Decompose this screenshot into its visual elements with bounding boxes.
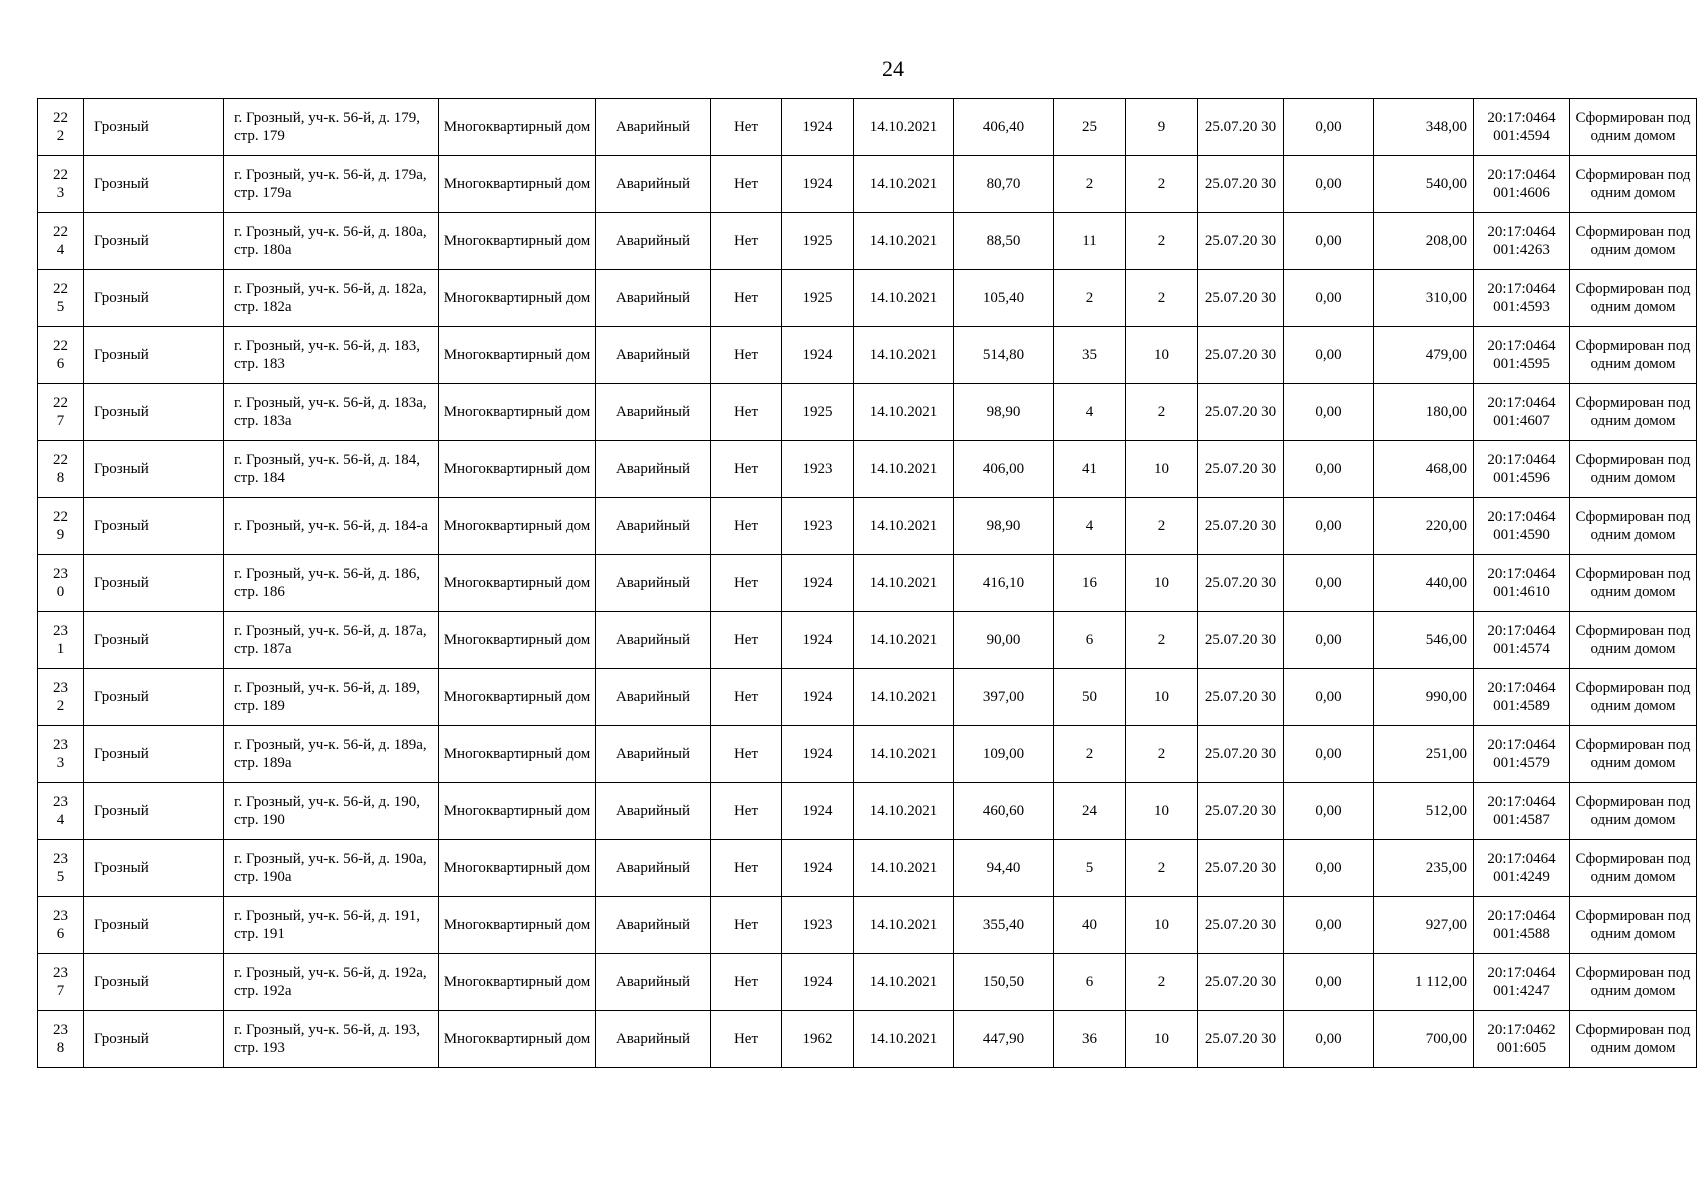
cultural-heritage-cell: Нет xyxy=(711,1011,782,1068)
construction-year-cell: 1923 xyxy=(782,441,854,498)
recognition-date-cell: 14.10.2021 xyxy=(854,726,954,783)
municipality-cell: Грозный xyxy=(84,156,224,213)
area-cell: 94,40 xyxy=(954,840,1054,897)
construction-year-cell: 1924 xyxy=(782,669,854,726)
row-number-cell: 23 6 xyxy=(38,897,84,954)
residents-cell: 5 xyxy=(1054,840,1126,897)
row-number-cell: 22 2 xyxy=(38,99,84,156)
construction-year-cell: 1923 xyxy=(782,897,854,954)
recognition-date-cell: 14.10.2021 xyxy=(854,384,954,441)
municipality-cell: Грозный xyxy=(84,1011,224,1068)
building-type-cell: Многоквартирный дом xyxy=(439,1011,596,1068)
housing-registry-table xyxy=(37,98,1697,1068)
building-type-cell: Многоквартирный дом xyxy=(439,327,596,384)
address-cell: г. Грозный, уч-к. 56-й, д. 187а, стр. 187а xyxy=(224,612,439,669)
municipality-cell: Грозный xyxy=(84,954,224,1011)
table-row xyxy=(38,954,1697,1011)
land-area-cell: 990,00 xyxy=(1374,669,1474,726)
cultural-heritage-cell: Нет xyxy=(711,783,782,840)
construction-year-cell: 1923 xyxy=(782,498,854,555)
cultural-heritage-cell: Нет xyxy=(711,498,782,555)
row-number-cell: 23 8 xyxy=(38,1011,84,1068)
residents-cell: 40 xyxy=(1054,897,1126,954)
planned-date-cell: 25.07.20 30 xyxy=(1198,99,1284,156)
land-status-cell: Сформирован под одним домом xyxy=(1570,954,1697,1011)
land-status-cell: Сформирован под одним домом xyxy=(1570,669,1697,726)
condition-cell: Аварийный xyxy=(596,897,711,954)
construction-year-cell: 1924 xyxy=(782,612,854,669)
land-area-cell: 208,00 xyxy=(1374,213,1474,270)
municipality-cell: Грозный xyxy=(84,384,224,441)
land-area-cell: 310,00 xyxy=(1374,270,1474,327)
land-area-cell: 235,00 xyxy=(1374,840,1474,897)
value-zero-cell: 0,00 xyxy=(1284,726,1374,783)
address-cell: г. Грозный, уч-к. 56-й, д. 193, стр. 193 xyxy=(224,1011,439,1068)
area-cell: 416,10 xyxy=(954,555,1054,612)
cultural-heritage-cell: Нет xyxy=(711,384,782,441)
construction-year-cell: 1924 xyxy=(782,726,854,783)
construction-year-cell: 1924 xyxy=(782,156,854,213)
residents-cell: 25 xyxy=(1054,99,1126,156)
apartments-cell: 2 xyxy=(1126,954,1198,1011)
value-zero-cell: 0,00 xyxy=(1284,213,1374,270)
address-cell: г. Грозный, уч-к. 56-й, д. 189а, стр. 189а xyxy=(224,726,439,783)
cadastral-number-cell: 20:17:0464 001:4263 xyxy=(1474,213,1570,270)
construction-year-cell: 1924 xyxy=(782,555,854,612)
residents-cell: 2 xyxy=(1054,270,1126,327)
value-zero-cell: 0,00 xyxy=(1284,555,1374,612)
address-cell: г. Грозный, уч-к. 56-й, д. 190, стр. 190 xyxy=(224,783,439,840)
cadastral-number-cell: 20:17:0464 001:4590 xyxy=(1474,498,1570,555)
building-type-cell: Многоквартирный дом xyxy=(439,555,596,612)
address-cell: г. Грозный, уч-к. 56-й, д. 190а, стр. 190а xyxy=(224,840,439,897)
building-type-cell: Многоквартирный дом xyxy=(439,498,596,555)
table-row xyxy=(38,840,1697,897)
residents-cell: 16 xyxy=(1054,555,1126,612)
condition-cell: Аварийный xyxy=(596,213,711,270)
row-number-cell: 22 9 xyxy=(38,498,84,555)
municipality-cell: Грозный xyxy=(84,726,224,783)
building-type-cell: Многоквартирный дом xyxy=(439,612,596,669)
building-type-cell: Многоквартирный дом xyxy=(439,840,596,897)
apartments-cell: 10 xyxy=(1126,327,1198,384)
cadastral-number-cell: 20:17:0464 001:4574 xyxy=(1474,612,1570,669)
residents-cell: 4 xyxy=(1054,384,1126,441)
land-area-cell: 479,00 xyxy=(1374,327,1474,384)
building-type-cell: Многоквартирный дом xyxy=(439,726,596,783)
construction-year-cell: 1924 xyxy=(782,954,854,1011)
row-number-cell: 23 1 xyxy=(38,612,84,669)
building-type-cell: Многоквартирный дом xyxy=(439,270,596,327)
land-status-cell: Сформирован под одним домом xyxy=(1570,555,1697,612)
building-type-cell: Многоквартирный дом xyxy=(439,783,596,840)
municipality-cell: Грозный xyxy=(84,99,224,156)
cadastral-number-cell: 20:17:0464 001:4587 xyxy=(1474,783,1570,840)
condition-cell: Аварийный xyxy=(596,669,711,726)
land-area-cell: 251,00 xyxy=(1374,726,1474,783)
apartments-cell: 2 xyxy=(1126,840,1198,897)
recognition-date-cell: 14.10.2021 xyxy=(854,612,954,669)
land-status-cell: Сформирован под одним домом xyxy=(1570,726,1697,783)
area-cell: 150,50 xyxy=(954,954,1054,1011)
area-cell: 109,00 xyxy=(954,726,1054,783)
table-row xyxy=(38,783,1697,840)
table-row xyxy=(38,1011,1697,1068)
value-zero-cell: 0,00 xyxy=(1284,612,1374,669)
building-type-cell: Многоквартирный дом xyxy=(439,897,596,954)
land-area-cell: 440,00 xyxy=(1374,555,1474,612)
planned-date-cell: 25.07.20 30 xyxy=(1198,555,1284,612)
residents-cell: 6 xyxy=(1054,954,1126,1011)
recognition-date-cell: 14.10.2021 xyxy=(854,213,954,270)
value-zero-cell: 0,00 xyxy=(1284,99,1374,156)
address-cell: г. Грозный, уч-к. 56-й, д. 186, стр. 186 xyxy=(224,555,439,612)
land-area-cell: 512,00 xyxy=(1374,783,1474,840)
row-number-cell: 23 4 xyxy=(38,783,84,840)
land-status-cell: Сформирован под одним домом xyxy=(1570,498,1697,555)
row-number-cell: 22 4 xyxy=(38,213,84,270)
municipality-cell: Грозный xyxy=(84,612,224,669)
municipality-cell: Грозный xyxy=(84,270,224,327)
residents-cell: 2 xyxy=(1054,156,1126,213)
land-status-cell: Сформирован под одним домом xyxy=(1570,783,1697,840)
area-cell: 397,00 xyxy=(954,669,1054,726)
land-status-cell: Сформирован под одним домом xyxy=(1570,99,1697,156)
condition-cell: Аварийный xyxy=(596,840,711,897)
residents-cell: 2 xyxy=(1054,726,1126,783)
value-zero-cell: 0,00 xyxy=(1284,954,1374,1011)
table-row xyxy=(38,555,1697,612)
planned-date-cell: 25.07.20 30 xyxy=(1198,954,1284,1011)
address-cell: г. Грозный, уч-к. 56-й, д. 189, стр. 189 xyxy=(224,669,439,726)
residents-cell: 36 xyxy=(1054,1011,1126,1068)
cadastral-number-cell: 20:17:0462 001:605 xyxy=(1474,1011,1570,1068)
land-area-cell: 468,00 xyxy=(1374,441,1474,498)
municipality-cell: Грозный xyxy=(84,669,224,726)
cadastral-number-cell: 20:17:0464 001:4579 xyxy=(1474,726,1570,783)
recognition-date-cell: 14.10.2021 xyxy=(854,897,954,954)
recognition-date-cell: 14.10.2021 xyxy=(854,327,954,384)
planned-date-cell: 25.07.20 30 xyxy=(1198,726,1284,783)
table-row xyxy=(38,270,1697,327)
cultural-heritage-cell: Нет xyxy=(711,213,782,270)
value-zero-cell: 0,00 xyxy=(1284,441,1374,498)
area-cell: 80,70 xyxy=(954,156,1054,213)
land-status-cell: Сформирован под одним домом xyxy=(1570,156,1697,213)
apartments-cell: 2 xyxy=(1126,270,1198,327)
value-zero-cell: 0,00 xyxy=(1284,783,1374,840)
area-cell: 406,00 xyxy=(954,441,1054,498)
table-row xyxy=(38,726,1697,783)
planned-date-cell: 25.07.20 30 xyxy=(1198,783,1284,840)
value-zero-cell: 0,00 xyxy=(1284,384,1374,441)
construction-year-cell: 1924 xyxy=(782,840,854,897)
condition-cell: Аварийный xyxy=(596,783,711,840)
cadastral-number-cell: 20:17:0464 001:4589 xyxy=(1474,669,1570,726)
land-status-cell: Сформирован под одним домом xyxy=(1570,270,1697,327)
land-area-cell: 348,00 xyxy=(1374,99,1474,156)
table-row xyxy=(38,384,1697,441)
apartments-cell: 2 xyxy=(1126,213,1198,270)
land-status-cell: Сформирован под одним домом xyxy=(1570,840,1697,897)
row-number-cell: 23 0 xyxy=(38,555,84,612)
cultural-heritage-cell: Нет xyxy=(711,897,782,954)
recognition-date-cell: 14.10.2021 xyxy=(854,555,954,612)
land-status-cell: Сформирован под одним домом xyxy=(1570,612,1697,669)
municipality-cell: Грозный xyxy=(84,783,224,840)
row-number-cell: 23 5 xyxy=(38,840,84,897)
planned-date-cell: 25.07.20 30 xyxy=(1198,612,1284,669)
table-row xyxy=(38,669,1697,726)
planned-date-cell: 25.07.20 30 xyxy=(1198,840,1284,897)
construction-year-cell: 1962 xyxy=(782,1011,854,1068)
area-cell: 514,80 xyxy=(954,327,1054,384)
recognition-date-cell: 14.10.2021 xyxy=(854,270,954,327)
residents-cell: 4 xyxy=(1054,498,1126,555)
address-cell: г. Грозный, уч-к. 56-й, д. 180а, стр. 180а xyxy=(224,213,439,270)
area-cell: 98,90 xyxy=(954,498,1054,555)
area-cell: 90,00 xyxy=(954,612,1054,669)
apartments-cell: 2 xyxy=(1126,726,1198,783)
apartments-cell: 2 xyxy=(1126,384,1198,441)
row-number-cell: 23 7 xyxy=(38,954,84,1011)
recognition-date-cell: 14.10.2021 xyxy=(854,783,954,840)
apartments-cell: 10 xyxy=(1126,669,1198,726)
address-cell: г. Грозный, уч-к. 56-й, д. 183а, стр. 183а xyxy=(224,384,439,441)
area-cell: 98,90 xyxy=(954,384,1054,441)
construction-year-cell: 1924 xyxy=(782,783,854,840)
value-zero-cell: 0,00 xyxy=(1284,840,1374,897)
planned-date-cell: 25.07.20 30 xyxy=(1198,669,1284,726)
address-cell: г. Грозный, уч-к. 56-й, д. 183, стр. 183 xyxy=(224,327,439,384)
row-number-cell: 22 6 xyxy=(38,327,84,384)
row-number-cell: 22 3 xyxy=(38,156,84,213)
cadastral-number-cell: 20:17:0464 001:4607 xyxy=(1474,384,1570,441)
construction-year-cell: 1924 xyxy=(782,99,854,156)
apartments-cell: 10 xyxy=(1126,555,1198,612)
planned-date-cell: 25.07.20 30 xyxy=(1198,384,1284,441)
building-type-cell: Многоквартирный дом xyxy=(439,156,596,213)
cultural-heritage-cell: Нет xyxy=(711,270,782,327)
land-area-cell: 180,00 xyxy=(1374,384,1474,441)
row-number-cell: 23 2 xyxy=(38,669,84,726)
cultural-heritage-cell: Нет xyxy=(711,156,782,213)
cultural-heritage-cell: Нет xyxy=(711,327,782,384)
land-status-cell: Сформирован под одним домом xyxy=(1570,384,1697,441)
land-status-cell: Сформирован под одним домом xyxy=(1570,897,1697,954)
apartments-cell: 2 xyxy=(1126,156,1198,213)
planned-date-cell: 25.07.20 30 xyxy=(1198,270,1284,327)
construction-year-cell: 1925 xyxy=(782,213,854,270)
area-cell: 105,40 xyxy=(954,270,1054,327)
construction-year-cell: 1925 xyxy=(782,384,854,441)
cultural-heritage-cell: Нет xyxy=(711,99,782,156)
condition-cell: Аварийный xyxy=(596,612,711,669)
land-status-cell: Сформирован под одним домом xyxy=(1570,213,1697,270)
area-cell: 460,60 xyxy=(954,783,1054,840)
recognition-date-cell: 14.10.2021 xyxy=(854,840,954,897)
land-area-cell: 1 112,00 xyxy=(1374,954,1474,1011)
cultural-heritage-cell: Нет xyxy=(711,726,782,783)
residents-cell: 35 xyxy=(1054,327,1126,384)
row-number-cell: 22 7 xyxy=(38,384,84,441)
area-cell: 355,40 xyxy=(954,897,1054,954)
municipality-cell: Грозный xyxy=(84,441,224,498)
land-area-cell: 700,00 xyxy=(1374,1011,1474,1068)
municipality-cell: Грозный xyxy=(84,213,224,270)
recognition-date-cell: 14.10.2021 xyxy=(854,954,954,1011)
apartments-cell: 2 xyxy=(1126,498,1198,555)
residents-cell: 6 xyxy=(1054,612,1126,669)
table-row xyxy=(38,99,1697,156)
cadastral-number-cell: 20:17:0464 001:4249 xyxy=(1474,840,1570,897)
residents-cell: 41 xyxy=(1054,441,1126,498)
recognition-date-cell: 14.10.2021 xyxy=(854,441,954,498)
municipality-cell: Грозный xyxy=(84,327,224,384)
land-area-cell: 546,00 xyxy=(1374,612,1474,669)
construction-year-cell: 1924 xyxy=(782,327,854,384)
planned-date-cell: 25.07.20 30 xyxy=(1198,897,1284,954)
cultural-heritage-cell: Нет xyxy=(711,840,782,897)
value-zero-cell: 0,00 xyxy=(1284,270,1374,327)
condition-cell: Аварийный xyxy=(596,327,711,384)
condition-cell: Аварийный xyxy=(596,954,711,1011)
residents-cell: 11 xyxy=(1054,213,1126,270)
recognition-date-cell: 14.10.2021 xyxy=(854,498,954,555)
condition-cell: Аварийный xyxy=(596,384,711,441)
condition-cell: Аварийный xyxy=(596,1011,711,1068)
value-zero-cell: 0,00 xyxy=(1284,498,1374,555)
apartments-cell: 2 xyxy=(1126,612,1198,669)
table-body xyxy=(38,99,1697,1068)
address-cell: г. Грозный, уч-к. 56-й, д. 192а, стр. 192а xyxy=(224,954,439,1011)
condition-cell: Аварийный xyxy=(596,555,711,612)
apartments-cell: 9 xyxy=(1126,99,1198,156)
cadastral-number-cell: 20:17:0464 001:4595 xyxy=(1474,327,1570,384)
cadastral-number-cell: 20:17:0464 001:4247 xyxy=(1474,954,1570,1011)
cultural-heritage-cell: Нет xyxy=(711,612,782,669)
land-area-cell: 220,00 xyxy=(1374,498,1474,555)
planned-date-cell: 25.07.20 30 xyxy=(1198,441,1284,498)
cadastral-number-cell: 20:17:0464 001:4593 xyxy=(1474,270,1570,327)
row-number-cell: 22 8 xyxy=(38,441,84,498)
construction-year-cell: 1925 xyxy=(782,270,854,327)
cadastral-number-cell: 20:17:0464 001:4606 xyxy=(1474,156,1570,213)
value-zero-cell: 0,00 xyxy=(1284,897,1374,954)
building-type-cell: Многоквартирный дом xyxy=(439,669,596,726)
building-type-cell: Многоквартирный дом xyxy=(439,213,596,270)
page-number: 24 xyxy=(882,56,904,81)
value-zero-cell: 0,00 xyxy=(1284,156,1374,213)
address-cell: г. Грозный, уч-к. 56-й, д. 191, стр. 191 xyxy=(224,897,439,954)
recognition-date-cell: 14.10.2021 xyxy=(854,156,954,213)
apartments-cell: 10 xyxy=(1126,441,1198,498)
address-cell: г. Грозный, уч-к. 56-й, д. 179, стр. 179 xyxy=(224,99,439,156)
table-row xyxy=(38,897,1697,954)
cadastral-number-cell: 20:17:0464 001:4610 xyxy=(1474,555,1570,612)
land-status-cell: Сформирован под одним домом xyxy=(1570,327,1697,384)
condition-cell: Аварийный xyxy=(596,726,711,783)
building-type-cell: Многоквартирный дом xyxy=(439,441,596,498)
recognition-date-cell: 14.10.2021 xyxy=(854,99,954,156)
address-cell: г. Грозный, уч-к. 56-й, д. 184, стр. 184 xyxy=(224,441,439,498)
condition-cell: Аварийный xyxy=(596,441,711,498)
apartments-cell: 10 xyxy=(1126,897,1198,954)
land-area-cell: 927,00 xyxy=(1374,897,1474,954)
residents-cell: 50 xyxy=(1054,669,1126,726)
cadastral-number-cell: 20:17:0464 001:4594 xyxy=(1474,99,1570,156)
residents-cell: 24 xyxy=(1054,783,1126,840)
apartments-cell: 10 xyxy=(1126,1011,1198,1068)
cultural-heritage-cell: Нет xyxy=(711,555,782,612)
address-cell: г. Грозный, уч-к. 56-й, д. 182а, стр. 182а xyxy=(224,270,439,327)
cadastral-number-cell: 20:17:0464 001:4596 xyxy=(1474,441,1570,498)
building-type-cell: Многоквартирный дом xyxy=(439,99,596,156)
row-number-cell: 22 5 xyxy=(38,270,84,327)
table-row xyxy=(38,213,1697,270)
condition-cell: Аварийный xyxy=(596,270,711,327)
table-row xyxy=(38,156,1697,213)
row-number-cell: 23 3 xyxy=(38,726,84,783)
apartments-cell: 10 xyxy=(1126,783,1198,840)
condition-cell: Аварийный xyxy=(596,156,711,213)
municipality-cell: Грозный xyxy=(84,840,224,897)
cadastral-number-cell: 20:17:0464 001:4588 xyxy=(1474,897,1570,954)
address-cell: г. Грозный, уч-к. 56-й, д. 184-а xyxy=(224,498,439,555)
planned-date-cell: 25.07.20 30 xyxy=(1198,498,1284,555)
area-cell: 447,90 xyxy=(954,1011,1054,1068)
area-cell: 406,40 xyxy=(954,99,1054,156)
table-row xyxy=(38,498,1697,555)
municipality-cell: Грозный xyxy=(84,498,224,555)
cultural-heritage-cell: Нет xyxy=(711,954,782,1011)
value-zero-cell: 0,00 xyxy=(1284,1011,1374,1068)
land-status-cell: Сформирован под одним домом xyxy=(1570,441,1697,498)
recognition-date-cell: 14.10.2021 xyxy=(854,1011,954,1068)
building-type-cell: Многоквартирный дом xyxy=(439,954,596,1011)
planned-date-cell: 25.07.20 30 xyxy=(1198,156,1284,213)
land-area-cell: 540,00 xyxy=(1374,156,1474,213)
municipality-cell: Грозный xyxy=(84,897,224,954)
cultural-heritage-cell: Нет xyxy=(711,441,782,498)
table-row xyxy=(38,612,1697,669)
value-zero-cell: 0,00 xyxy=(1284,327,1374,384)
condition-cell: Аварийный xyxy=(596,498,711,555)
address-cell: г. Грозный, уч-к. 56-й, д. 179а, стр. 179а xyxy=(224,156,439,213)
area-cell: 88,50 xyxy=(954,213,1054,270)
land-status-cell: Сформирован под одним домом xyxy=(1570,1011,1697,1068)
value-zero-cell: 0,00 xyxy=(1284,669,1374,726)
table-row xyxy=(38,327,1697,384)
municipality-cell: Грозный xyxy=(84,555,224,612)
condition-cell: Аварийный xyxy=(596,99,711,156)
building-type-cell: Многоквартирный дом xyxy=(439,384,596,441)
planned-date-cell: 25.07.20 30 xyxy=(1198,213,1284,270)
cultural-heritage-cell: Нет xyxy=(711,669,782,726)
recognition-date-cell: 14.10.2021 xyxy=(854,669,954,726)
planned-date-cell: 25.07.20 30 xyxy=(1198,327,1284,384)
table-row xyxy=(38,441,1697,498)
planned-date-cell: 25.07.20 30 xyxy=(1198,1011,1284,1068)
